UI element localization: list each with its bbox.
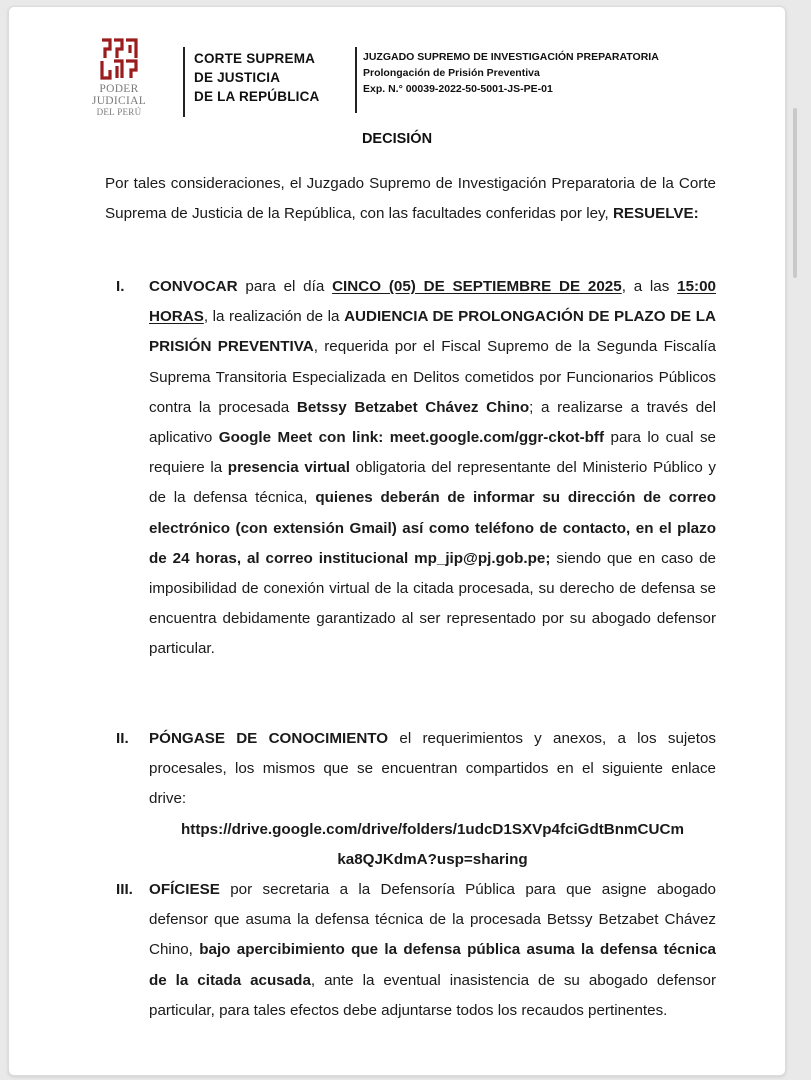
scrollbar-thumb[interactable] (793, 108, 797, 278)
text-run: el requerimientos y anexos, a los sujetos procesales, los mismos que se encuentran compartidos en el siguiente enlace drive: (149, 730, 716, 808)
text-run: para lo cual se requiere la (149, 429, 716, 477)
text-run: , a las (621, 278, 678, 295)
header-divider-left (183, 47, 185, 117)
text-run: obligatoria del representante del Ministerio Público y de la defensa técnica, (149, 459, 717, 507)
bold-run: quienes deberán de informar su dirección de correo electrónico (con extensión Gmail) así como teléfono de contacto, en el plazo de 24 horas, al correo institucional mp_jip@pj.gob.pe; (149, 489, 716, 567)
hearing-name: AUDIENCIA DE PROLONGACIÓN DE PLAZO DE LA PRISIÓN PREVENTIVA (149, 308, 717, 356)
item-text (149, 272, 716, 665)
item-numeral: I. (116, 278, 125, 295)
hearing-time: 15:00 HORAS (149, 278, 716, 326)
bold-run: bajo apercibimiento que la defensa pública asuma la defensa técnica de la citada acusada (149, 941, 716, 989)
intro-paragraph (105, 169, 716, 229)
item-keyword: CONVOCAR (149, 278, 238, 295)
text-run: siendo que en caso de imposibilidad de conexión virtual de la citada procesada, su derecho de defensa se encuentra debidamente garantizado al ser representado por su abogado defensor particular. (149, 549, 716, 658)
drive-link[interactable] (149, 815, 716, 875)
bold-run: presencia virtual (227, 459, 350, 477)
juzgado-line-3: Exp. N.° 00039-2022-50-5001-JS-PE-01 (363, 83, 553, 95)
item-text (149, 875, 716, 1026)
text-run: ; a realizarse a través del aplicativo (149, 398, 716, 447)
court-line-1: CORTE SUPREMA (194, 51, 316, 66)
text-run: , requerida por el Fiscal Supremo de la Segunda Fiscalía Suprema Transitoria Especializada en Delitos cometidos por Funcionarios Públicos contra la procesada (149, 338, 716, 416)
poder-judicial-logo (71, 37, 167, 117)
letterhead (9, 7, 785, 127)
hearing-date: CINCO (05) DE SEPTIEMBRE DE 2025 (332, 278, 622, 295)
document-page (8, 6, 786, 1076)
item-numeral: II. (116, 730, 129, 747)
defendant-name: Betssy Betzabet Chávez Chino (296, 398, 530, 416)
case-reference (363, 49, 659, 97)
document-title: DECISIÓN (361, 131, 433, 147)
text-run: , ante la eventual inasistencia de su abogado defensor particular, para tales efectos debe adjuntarse todos los recaudos pertinentes. (149, 971, 716, 1019)
meet-link: Google Meet con link: meet.google.com/ggr-ckot-bff (218, 429, 605, 447)
text-run: para el día (237, 278, 333, 295)
text-run: por secretaria a la Defensoría Pública para que asigne abogado defensor que asuma la defensa técnica de la procesada Betssy Betzabet Chávez Chino, (149, 881, 716, 959)
logo-line1: PODER JUDICIAL (91, 83, 147, 107)
item-keyword: OFÍCIESE (149, 881, 220, 898)
item-text (149, 724, 716, 875)
logo-line2: DEL PERÚ (96, 107, 142, 117)
intro-text: Por tales consideraciones, el Juzgado Supremo de Investigación Preparatoria de la Corte Suprema de Justicia de la República, con las facultades conferidas por ley, (105, 175, 716, 223)
drive-link-line-1[interactable]: https://drive.google.com/drive/folders/1udcD1SXVp4fciGdtBnmCUCm (181, 820, 684, 838)
court-name (194, 49, 320, 106)
juzgado-line-2: Prolongación de Prisión Preventiva (363, 67, 540, 79)
poder-judicial-emblem-icon (99, 37, 139, 81)
item-keyword: PÓNGASE DE CONOCIMIENTO (149, 730, 389, 747)
court-line-3: DE LA REPÚBLICA (194, 89, 320, 104)
resuelve-label: RESUELVE: (612, 205, 699, 223)
drive-link-line-2[interactable]: ka8QJKdmA?usp=sharing (337, 850, 528, 868)
text-run: , la realización de la (203, 308, 345, 326)
header-divider-right (355, 47, 357, 113)
court-line-2: DE JUSTICIA (194, 70, 281, 85)
juzgado-line-1: JUZGADO SUPREMO DE INVESTIGACIÓN PREPARATORIA (363, 51, 659, 63)
item-numeral: III. (116, 881, 133, 898)
